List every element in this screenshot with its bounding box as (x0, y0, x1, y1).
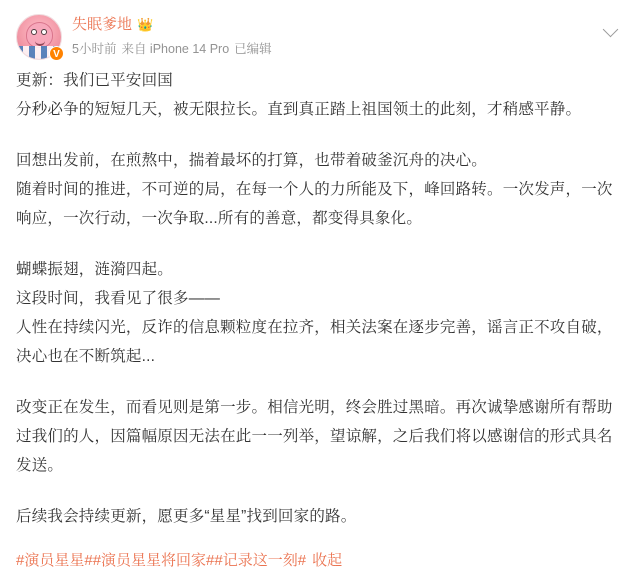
post-paragraph: 更新：我们已平安回国 (16, 72, 174, 89)
hashtag-3[interactable]: #记录这一刻# (214, 552, 307, 569)
post-time: 5小时前 (72, 42, 117, 56)
post-edited-label: 已编辑 (234, 42, 272, 56)
avatar-eye-left (31, 29, 37, 35)
post-source[interactable]: 来自 iPhone 14 Pro (121, 42, 230, 56)
verified-badge-icon: V (49, 46, 64, 61)
post-content (16, 66, 620, 531)
author-name-row (72, 15, 620, 35)
post-paragraph: 改变正在发生，而看见则是第一步。相信光明，终会胜过黑暗。再次诚挚感谢所有帮助过我们的人，因篇幅原因无法在此一一列举，望谅解，之后我们将以感谢信的形式具名发送。 (16, 399, 613, 474)
collapse-button[interactable]: 收起 (312, 552, 343, 569)
post-paragraph: 人性在持续闪光，反诈的信息颗粒度在拉齐，相关法案在逐步完善，谣言正不攻自破，决心也在不断筑起... (16, 319, 613, 365)
post-paragraph: 这段时间，我看见了很多—— (16, 290, 221, 307)
hashtag-2[interactable]: #演员星星将回家# (92, 552, 215, 569)
hashtag-row (16, 549, 620, 573)
avatar-eye-right (41, 29, 47, 35)
post-header (16, 14, 620, 60)
avatar[interactable] (16, 14, 62, 60)
post-paragraph: 随着时间的推进，不可逆的局，在每一个人的力所能及下，峰回路转。一次发声，一次响应，一次行动，一次争取...所有的善意，都变得具象化。 (16, 181, 613, 227)
post-meta-row (72, 41, 620, 57)
hashtag-1[interactable]: #演员星星# (16, 552, 93, 569)
post-paragraph: 后续我会持续更新，愿更多“星星”找到回家的路。 (16, 508, 357, 525)
post-paragraph: 回想出发前，在煎熬中，揣着最坏的打算，也带着破釜沉舟的决心。 (16, 152, 488, 169)
post-paragraph: 分秒必争的短短几天，被无限拉长。直到真正踏上祖国领土的此刻，才稍感平静。 (16, 101, 582, 118)
author-name[interactable]: 失眠爹地 (72, 16, 133, 33)
crown-icon: 👑 (137, 17, 154, 32)
post-paragraph: 蝴蝶振翅，涟漪四起。 (16, 261, 174, 278)
author-meta (72, 14, 620, 57)
chevron-down-icon[interactable] (602, 20, 620, 38)
